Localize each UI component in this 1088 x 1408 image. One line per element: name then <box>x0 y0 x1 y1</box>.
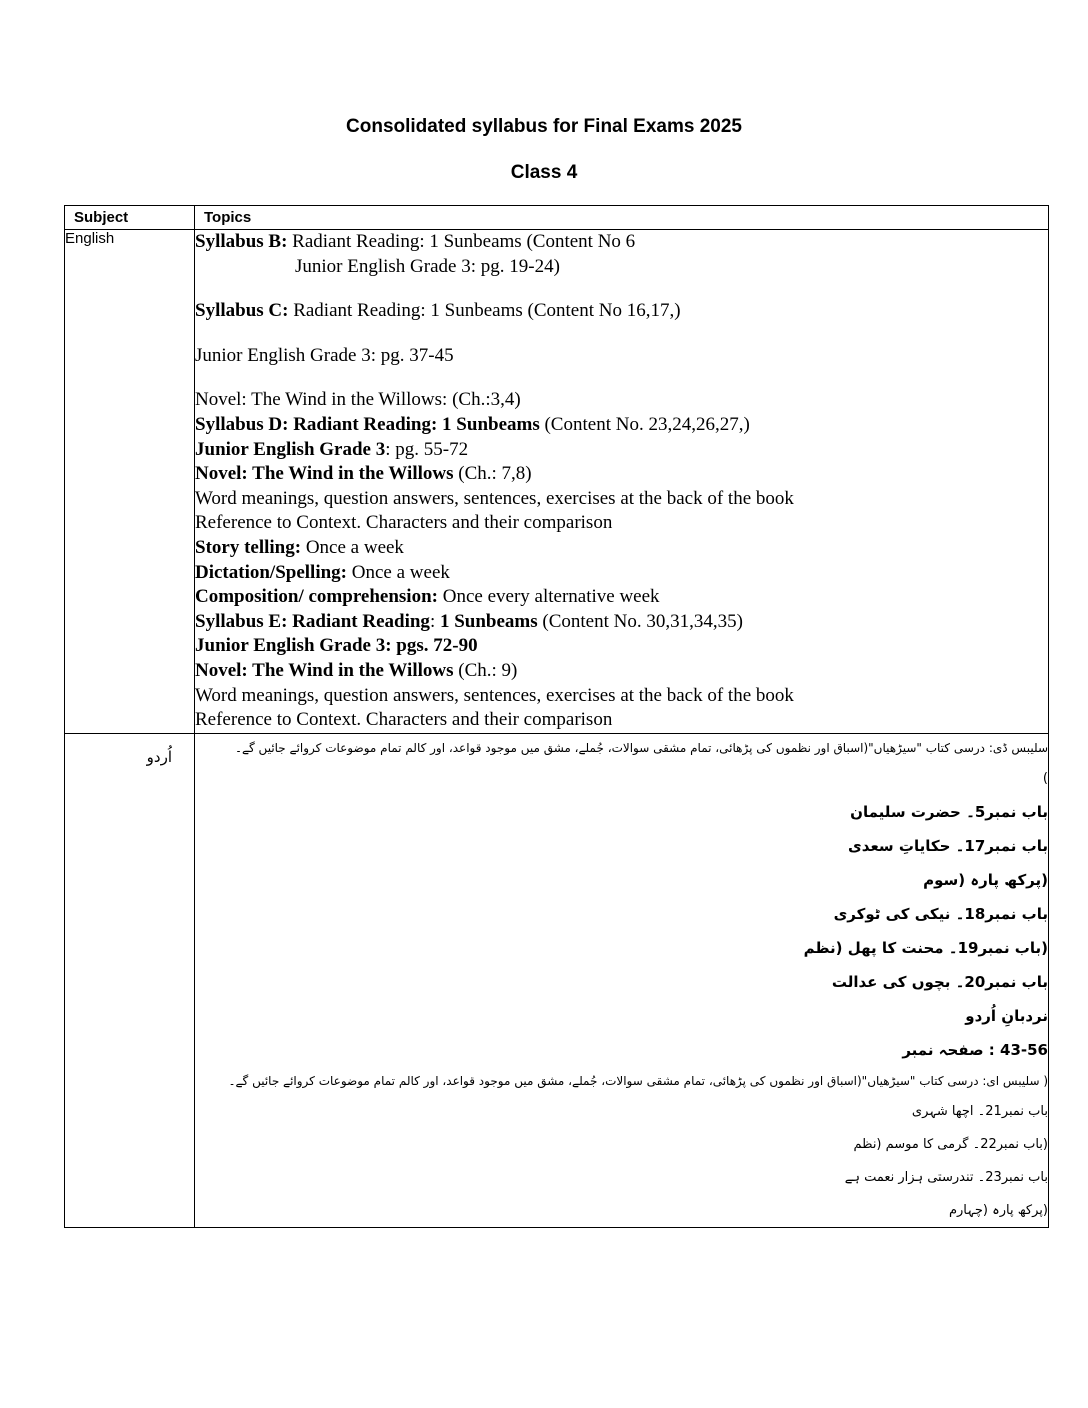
urdu-chapter-18: باب نمبر18۔ نیکی کی ٹوکری <box>833 904 1048 923</box>
story-text: Once a week <box>301 536 404 558</box>
urdu-pages: 43-56 : صفحہ نمبر <box>902 1040 1048 1059</box>
syllabus-b-line2: Junior English Grade 3: pg. 19-24) <box>295 255 560 277</box>
word-meanings-2: Word meanings, question answers, sentences, exercises at the back of the book <box>195 684 794 706</box>
syllabus-e-jeg-label: Junior English Grade 3: pgs. 72-90 <box>195 635 478 657</box>
document-title: Consolidated syllabus for Final Exams 2025 <box>346 116 742 137</box>
story-label: Story telling: <box>195 536 302 558</box>
urdu-parkh-para-4: (پرکھ پارہ (چہارم <box>948 1202 1048 1218</box>
subject-english: English <box>65 230 195 734</box>
syllabus-c-label: Syllabus C: <box>195 300 289 322</box>
syllabus-e-colon: : <box>429 610 440 632</box>
header-topics: Topics <box>195 206 1049 230</box>
english-topics <box>195 230 1049 734</box>
subject-urdu: اُردو <box>65 733 195 1227</box>
syllabus-d-label: Syllabus D: Radiant Reading: 1 Sunbeams <box>195 413 540 435</box>
urdu-nardban: نردبانِ اُردو <box>965 1006 1048 1025</box>
syllabus-c-novel: Novel: The Wind in the Willows: (Ch.:3,4) <box>195 389 521 411</box>
syllabus-e-bold2: 1 Sunbeams <box>439 610 538 632</box>
dictation-text: Once a week <box>347 561 450 583</box>
dictation-line <box>195 561 1048 586</box>
urdu-row <box>65 733 1049 1227</box>
syllabus-e-novel <box>195 659 1048 684</box>
english-row <box>65 230 1049 734</box>
story-telling-line <box>195 536 1048 561</box>
urdu-chapter-20: باب نمبر20۔ بچوں کی عدالت <box>831 972 1048 991</box>
syllabus-c-line2: Junior English Grade 3: pg. 37-45 <box>195 344 454 366</box>
urdu-syllabus-d-line: سلیبس ڈی: درسی کتاب "سیڑھیاں"(اسباق اور نظموں کی پڑھائی، تمام مشقی سوالات، جُملے، مشق میں موجود قواعد، اور کالم تمام موضوعات کروائے جائیں گے۔ <box>234 740 1048 755</box>
urdu-chapter-5: باب نمبر5۔ حضرت سلیمان <box>850 802 1048 821</box>
urdu-chapter-19: (باب نمبر19۔ محنت کا پھل (نظم <box>803 938 1048 957</box>
urdu-syllabus-e-line: ( سلیبس ای: درسی کتاب "سیڑھیاں"(اسباق اور نظموں کی پڑھائی، تمام مشقی سوالات، جُملے، مشق میں موجود قواعد، اور کالم تمام موضوعات کروائے جائیں گے۔ <box>228 1073 1048 1088</box>
composition-label: Composition/ comprehension: <box>195 586 438 608</box>
urdu-chapter-23: باب نمبر23۔ تندرستی ہزار نعمت ہے <box>844 1169 1048 1185</box>
word-meanings-1: Word meanings, question answers, sentences, exercises at the back of the book <box>195 487 794 509</box>
syllabus-b-text: Radiant Reading: 1 Sunbeams (Content No 6 <box>287 231 636 252</box>
syllabus-table <box>64 205 1049 1228</box>
syllabus-e-line <box>195 610 1048 635</box>
urdu-syllabus-d-paren: ) <box>1042 770 1048 786</box>
composition-line <box>195 585 1048 610</box>
syllabus-d-line <box>195 413 1048 438</box>
reference-2: Reference to Context. Characters and their comparison <box>195 709 613 731</box>
syllabus-d-novel <box>195 462 1048 487</box>
dictation-label: Dictation/Spelling: <box>195 561 348 583</box>
syllabus-d-novel-label: Novel: The Wind in the Willows <box>195 463 454 485</box>
syllabus-e-novel-text: (Ch.: 9) <box>453 659 518 681</box>
table-header-row <box>65 206 1049 230</box>
syllabus-b-line <box>195 230 1048 255</box>
reference-1: Reference to Context. Characters and their comparison <box>195 512 613 534</box>
syllabus-d-text: (Content No. 23,24,26,27,) <box>539 413 750 435</box>
syllabus-d-jeg-label: Junior English Grade 3 <box>195 438 386 460</box>
urdu-parkh-para-3: (پرکھ پارہ (سوم <box>923 870 1048 889</box>
urdu-chapter-21: باب نمبر21۔ اچھا شہری <box>911 1103 1048 1119</box>
syllabus-e-label: Syllabus E: Radiant Reading <box>195 610 430 632</box>
syllabus-e-jeg <box>195 634 1048 659</box>
syllabus-c-text: Radiant Reading: 1 Sunbeams (Content No 16,17,) <box>288 300 681 322</box>
syllabus-c-line <box>195 299 1048 324</box>
urdu-topics <box>195 733 1049 1227</box>
urdu-chapter-22: (باب نمبر22۔ گرمی کا موسم (نظم <box>853 1136 1048 1152</box>
syllabus-d-jeg-text: : pg. 55-72 <box>385 438 469 460</box>
syllabus-d-jeg <box>195 438 1048 463</box>
syllabus-e-novel-label: Novel: The Wind in the Willows <box>195 659 454 681</box>
urdu-chapter-17: باب نمبر17۔ حکایاتِ سعدی <box>848 836 1048 855</box>
syllabus-d-novel-text: (Ch.: 7,8) <box>453 463 532 485</box>
composition-text: Once every alternative week <box>437 586 660 608</box>
syllabus-b-label: Syllabus B: <box>195 231 288 252</box>
header-subject: Subject <box>65 206 195 230</box>
class-label: Class 4 <box>510 162 578 183</box>
syllabus-e-text: (Content No. 30,31,34,35) <box>537 610 743 632</box>
